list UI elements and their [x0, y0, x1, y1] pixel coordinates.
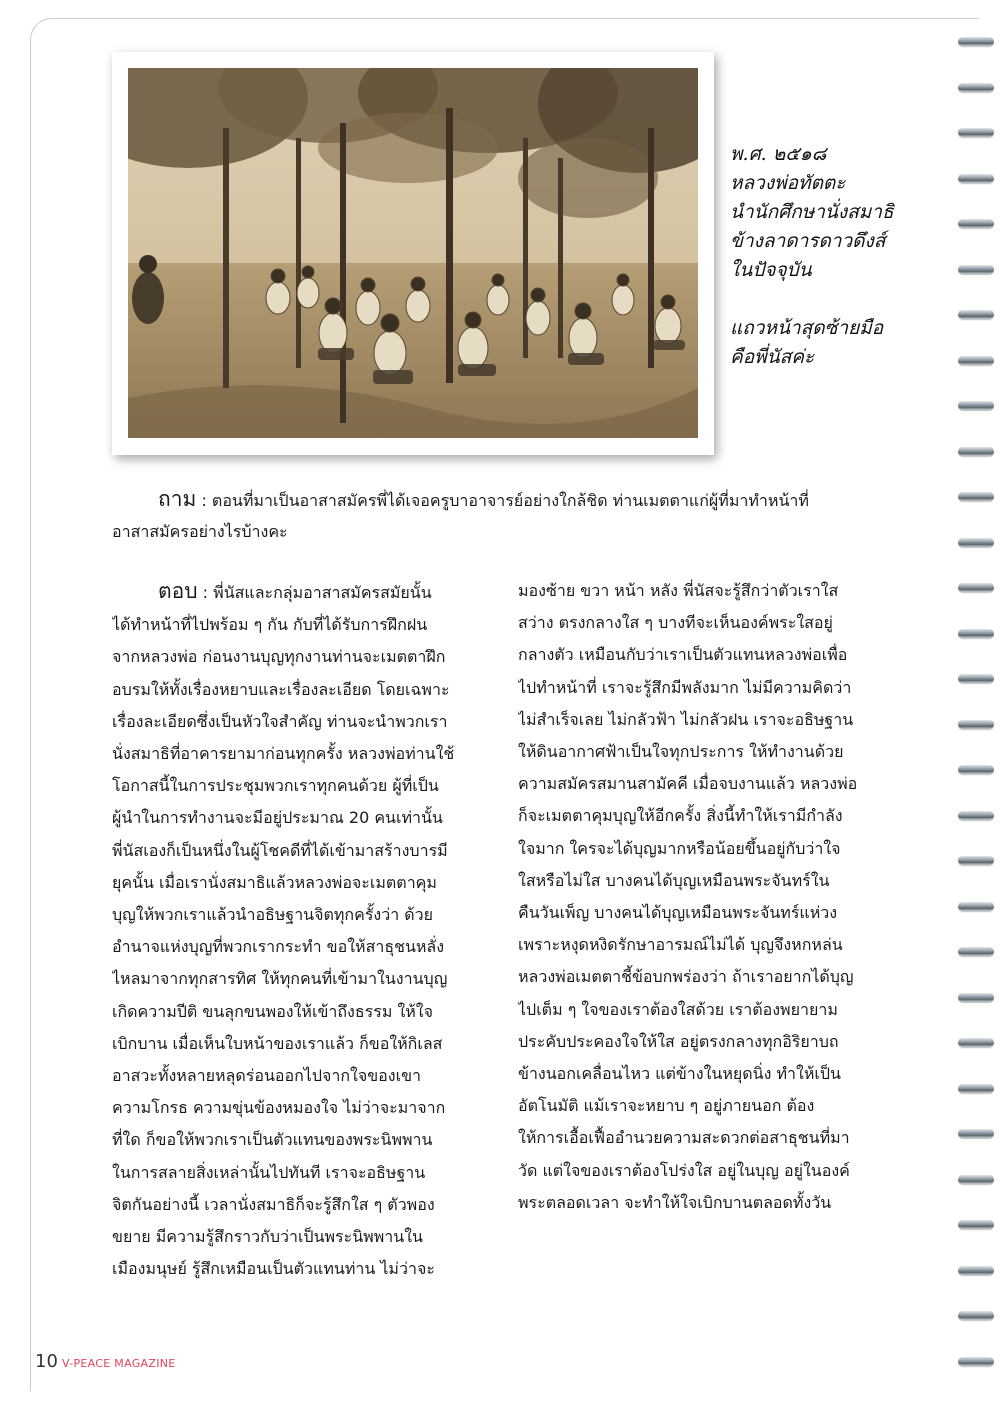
- answer-line: อัตโนมัติ แม้เราจะหยาบ ๆ อยู่ภายนอก ต้อง: [518, 1096, 815, 1116]
- answer-line: คืนวันเพ็ญ บางคนได้บุญเหมือนพระจันทร์แห่วง: [518, 903, 838, 923]
- question-text: : ตอนที่มาเป็นอาสาสมัครพี่ได้เจอครูบาอาจารย์อย่างใกล้ชิด ท่านเมตตาแก่ผู้ที่มาทำหน้าที่: [196, 491, 809, 510]
- photo-caption: [730, 140, 945, 372]
- meditation-photo: [128, 68, 698, 438]
- answer-line: จากหลวงพ่อ ก่อนงานบุญทุกงานท่านจะเมตตาฝึก: [112, 647, 446, 667]
- magazine-name: V-PEACE MAGAZINE: [62, 1357, 176, 1370]
- spiral-coil: [956, 626, 998, 642]
- answer-line: ให้การเอื้อเฟื้ออำนวยความสะดวกต่อสาธุชนที่มา: [518, 1128, 850, 1148]
- spiral-coil: [956, 808, 998, 824]
- spiral-binding: [956, 0, 1000, 1405]
- caption-line: แถวหน้าสุดซ้ายมือ: [730, 317, 884, 339]
- answer-line: สว่าง ตรงกลางใส ๆ บางทีจะเห็นองค์พระใสอยู่: [518, 613, 833, 633]
- spiral-coil: [956, 34, 998, 50]
- answer-line: ให้ดินอากาศฟ้าเป็นใจทุกประการ ให้ทำงานด้วย: [518, 742, 844, 762]
- answer-line: ข้างนอกเคลื่อนไหว แต่ข้างในหยุดนิ่ง ทำให้เป็น: [518, 1064, 841, 1084]
- answer-column-right: [518, 575, 898, 1219]
- page-number: 10: [35, 1351, 58, 1372]
- spiral-coil: [956, 171, 998, 187]
- answer-line: พระตลอดเวลา จะทำให้ใจเบิกบานตลอดทั้งวัน: [518, 1192, 832, 1212]
- answer-line: ใสหรือไม่ใส บางคนได้บุญเหมือนพระจันทร์ใน: [518, 870, 830, 890]
- question-block: [112, 484, 902, 547]
- answer-line: นั่งสมาธิที่อาคารยามาก่อนทุกครั้ง หลวงพ่อท่านใช้: [112, 744, 455, 764]
- spiral-coil: [956, 1354, 998, 1370]
- answer-line: ไหลมาจากทุกสารทิศ ให้ทุกคนที่เข้ามาในงานบุญ: [112, 969, 448, 989]
- spiral-coil: [956, 899, 998, 915]
- spiral-coil: [956, 398, 998, 414]
- answer-line: [112, 575, 492, 609]
- answer-line: วัด แต่ใจของเราต้องโปร่งใส อยู่ในบุญ อยู่ในองค์: [518, 1160, 850, 1180]
- photo-frame: [112, 52, 714, 455]
- answer-label: ตอบ: [158, 579, 198, 603]
- answer-line: เบิกบาน เมื่อเห็นใบหน้าของเราแล้ว ก็ขอให้กิเลส: [112, 1033, 443, 1053]
- answer-line: ไม่สำเร็จเลย ไม่กลัวฟ้า ไม่กลัวฝน เราจะอธิษฐาน: [518, 709, 854, 729]
- question-text: อาสาสมัครอย่างไรบ้างคะ: [112, 522, 288, 541]
- answer-line: ประคับประคองใจให้ใส อยู่ตรงกลางทุกอิริยาบถ: [518, 1031, 839, 1051]
- answer-line: ใจมาก ใครจะได้บุญมากหรือน้อยขึ้นอยู่กับว่าใจ: [518, 838, 841, 858]
- spiral-coil: [956, 853, 998, 869]
- spiral-coil: [956, 580, 998, 596]
- caption-line: คือพี่นัสค่ะ: [730, 346, 815, 368]
- spiral-coil: [956, 307, 998, 323]
- answer-line: หลวงพ่อเมตตาชี้ข้อบกพร่องว่า ถ้าเราอยากได้บุญ: [518, 967, 854, 987]
- answer-line: จิตกันอย่างนี้ เวลานั่งสมาธิก็จะรู้สึกใส ๆ ตัวพอง: [112, 1194, 435, 1214]
- answer-line: อาสวะทั้งหลายหลุดร่อนออกไปจากใจของเขา: [112, 1066, 421, 1086]
- spiral-coil: [956, 1308, 998, 1324]
- spiral-coil: [956, 1126, 998, 1142]
- answer-line: เกิดความปีติ ขนลุกขนพองให้เข้าถึงธรรม ให้ใจ: [112, 1001, 433, 1021]
- spiral-coil: [956, 1081, 998, 1097]
- spiral-coil: [956, 444, 998, 460]
- spiral-coil: [956, 489, 998, 505]
- spiral-coil: [956, 762, 998, 778]
- spiral-coil: [956, 671, 998, 687]
- spiral-coil: [956, 990, 998, 1006]
- caption-line: พ.ศ. ๒๕๑๘: [730, 143, 827, 165]
- answer-line: ผู้นำในการทำงานจะมีอยู่ประมาณ 20 คนเท่านั้น: [112, 808, 443, 828]
- answer-text: : พี่นัสและกลุ่มอาสาสมัครสมัยนั้น: [197, 583, 432, 602]
- answer-line: ได้ทำหน้าที่ไปพร้อม ๆ กัน กับที่ได้รับการฝึกฝน: [112, 615, 428, 635]
- spiral-coil: [956, 1217, 998, 1233]
- caption-line: ในปัจจุบัน: [730, 259, 812, 281]
- answer-line: พี่นัสเองก็เป็นหนึ่งในผู้โชคดีที่ได้เข้ามาสร้างบารมี: [112, 840, 448, 860]
- spiral-coil: [956, 262, 998, 278]
- caption-line: ข้างลาดารดาวดึงส์: [730, 230, 886, 252]
- question-label: ถาม: [158, 487, 197, 511]
- caption-line: นำนักศึกษานั่งสมาธิ: [730, 201, 894, 223]
- spiral-coil: [956, 80, 998, 96]
- spiral-coil: [956, 1035, 998, 1051]
- answer-line: ความสมัครสมานสามัคคี เมื่อจบงานแล้ว หลวงพ่อ: [518, 774, 858, 794]
- answer-line: ก็จะเมตตาคุมบุญให้อีกครั้ง สิ่งนี้ทำให้เรามีกำลัง: [518, 806, 843, 826]
- spiral-coil: [956, 535, 998, 551]
- spiral-coil: [956, 717, 998, 733]
- caption-line: หลวงพ่อทัตตะ: [730, 172, 846, 194]
- answer-line: เรื่องละเอียดซึ่งเป็นหัวใจสำคัญ ท่านจะนำพวกเรา: [112, 711, 448, 731]
- answer-line: มองซ้าย ขวา หน้า หลัง พี่นัสจะรู้สึกว่าตัวเราใส: [518, 581, 839, 600]
- answer-line: ที่ใด ก็ขอให้พวกเราเป็นตัวแทนของพระนิพพาน: [112, 1130, 433, 1150]
- spiral-coil: [956, 1263, 998, 1279]
- spiral-coil: [956, 216, 998, 232]
- spiral-coil: [956, 125, 998, 141]
- answer-line: ความโกรธ ความขุ่นข้องหมองใจ ไม่ว่าจะมาจาก: [112, 1098, 446, 1118]
- answer-line: อำนาจแห่งบุญที่พวกเรากระทำ ขอให้สาธุชนหลั่ง: [112, 937, 445, 957]
- spiral-coil: [956, 944, 998, 960]
- answer-line: ในการสลายสิ่งเหล่านั้นไปทันที เราจะอธิษฐาน: [112, 1162, 426, 1182]
- answer-line: ไปเต็ม ๆ ใจของเราต้องใสด้วย เราต้องพยายาม: [518, 999, 838, 1019]
- answer-line: ยุคนั้น เมื่อเรานั่งสมาธิแล้วหลวงพ่อจะเมตตาคุม: [112, 872, 437, 892]
- answer-column-left: [112, 575, 492, 1285]
- spiral-coil: [956, 353, 998, 369]
- answer-line: เมืองมนุษย์ รู้สึกเหมือนเป็นตัวแทนท่าน ไม่ว่าจะ: [112, 1259, 435, 1279]
- answer-line: อบรมให้ทั้งเรื่องหยาบและเรื่องละเอียด โดยเฉพาะ: [112, 679, 450, 699]
- answer-line: กลางตัว เหมือนกับว่าเราเป็นตัวแทนหลวงพ่อเพื่อ: [518, 645, 848, 665]
- answer-line: ขยาย มีความรู้สึกราวกับว่าเป็นพระนิพพานใน: [112, 1227, 423, 1247]
- answer-line: เพราะหงุดหงิดรักษาอารมณ์ไม่ได้ บุญจึงหกหล่น: [518, 935, 843, 955]
- answer-line: บุญให้พวกเราแล้วนำอธิษฐานจิตทุกครั้งว่า ด้วย: [112, 905, 434, 925]
- answer-line: ไปทำหน้าที่ เราจะรู้สึกมีพลังมาก ไม่มีความคิดว่า: [518, 677, 852, 697]
- answer-line: โอกาสนี้ในการประชุมพวกเราทุกคนด้วย ผู้ที่เป็น: [112, 776, 439, 796]
- spiral-coil: [956, 1172, 998, 1188]
